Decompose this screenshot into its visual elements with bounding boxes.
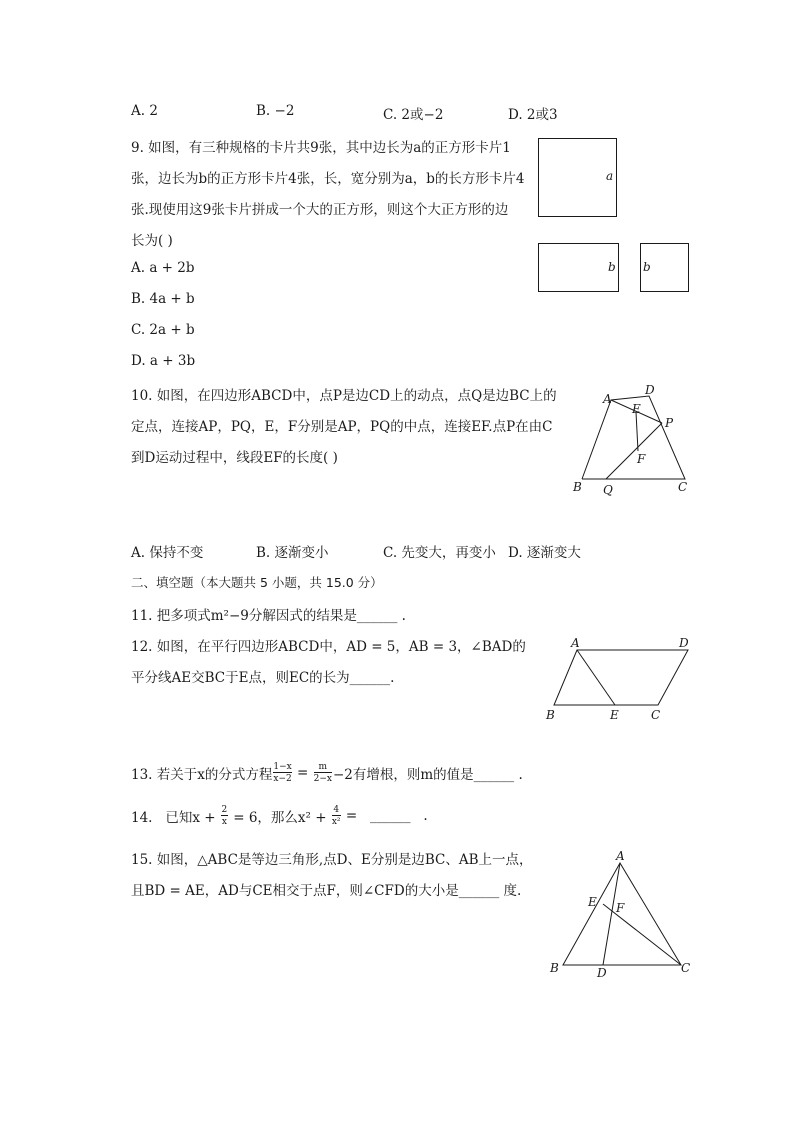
q15-label-c: C bbox=[681, 961, 691, 975]
q14-frac2-numerator: 4 bbox=[333, 805, 340, 815]
q9-option-a: A. a + 2b bbox=[131, 260, 195, 276]
q15-line-1: 15. 如图，△ABC是等边三角形,点D、E分别是边BC、AB上一点， bbox=[131, 852, 533, 868]
q9-rectangle bbox=[539, 244, 619, 292]
q10-label-c: C bbox=[678, 480, 688, 494]
q10-option-c: C. 先变大，再变小 bbox=[383, 545, 496, 561]
q10-label-e: E bbox=[632, 402, 641, 416]
q12-figure bbox=[538, 630, 698, 728]
q15-label-a: A bbox=[616, 849, 625, 863]
q10-segment-ef bbox=[636, 412, 638, 451]
q14-question bbox=[131, 805, 428, 827]
q14-frac1-numerator: 2 bbox=[221, 805, 228, 815]
q13-question bbox=[131, 762, 523, 784]
q12-label-c: C bbox=[651, 708, 661, 722]
q15-segment-ce bbox=[603, 904, 681, 965]
q11-question: 11. 把多项式m²−9分解因式的结果是______ . bbox=[131, 608, 406, 624]
q14-frac2-denominator: x² bbox=[331, 817, 341, 827]
q9-figure bbox=[530, 130, 700, 300]
q10-label-a: A bbox=[603, 392, 612, 406]
q10-label-q: Q bbox=[603, 483, 613, 497]
q12-label-d: D bbox=[679, 636, 689, 650]
q12-segment-ae bbox=[577, 650, 615, 705]
q10-option-d: D. 逐渐变大 bbox=[508, 545, 581, 561]
q13-prefix: 13. 若关于x的分式方程 bbox=[131, 767, 273, 783]
q13-frac1-denominator: x−2 bbox=[273, 774, 292, 784]
q15-label-b: B bbox=[550, 961, 559, 975]
q9-line-3: 张.现使用这9张卡片拼成一个大的正方形，则这个大正方形的边 bbox=[131, 202, 509, 218]
q9-option-d: D. a + 3b bbox=[131, 353, 196, 369]
q15-label-e: E bbox=[588, 895, 597, 909]
q10-label-p: P bbox=[665, 416, 674, 430]
q15-figure bbox=[540, 843, 700, 983]
q12-label-b: B bbox=[546, 708, 555, 722]
q10-line-2: 定点，连接AP，PQ，E，F分别是AP，PQ的中点，连接EF.点P在由C bbox=[131, 419, 553, 435]
q10-option-a: A. 保持不变 bbox=[131, 545, 204, 561]
q12-parallelogram bbox=[554, 650, 688, 705]
q10-segment-pq bbox=[606, 423, 662, 479]
q10-line-3: 到D运动过程中，线段EF的长度( ) bbox=[131, 450, 338, 466]
q8-option-c: C. 2或−2 bbox=[383, 107, 444, 123]
q12-line-1: 12. 如图，在平行四边形ABCD中，AD = 5，AB = 3，∠BAD的 bbox=[131, 639, 526, 655]
q14-mid: = 6，那么x² + bbox=[228, 810, 331, 826]
q14-prefix: 14. 已知x + bbox=[131, 810, 220, 826]
q12-label-e: E bbox=[610, 708, 619, 722]
q14-frac1-denominator: x bbox=[221, 817, 227, 827]
q9-option-b: B. 4a + b bbox=[131, 291, 195, 307]
q13-frac2-denominator: 2−x bbox=[313, 774, 332, 784]
q12-label-a: A bbox=[571, 636, 580, 650]
q13-frac1-numerator: 1−x bbox=[273, 762, 292, 772]
q9-label-rectangle: b bbox=[608, 260, 616, 274]
q9-line-2: 张，边长为b的正方形卡片4张，长，宽分别为a，b的长方形卡片4 bbox=[131, 171, 525, 187]
q9-label-small-square: b bbox=[643, 260, 651, 274]
q10-label-b: B bbox=[573, 480, 582, 494]
q9-line-4: 长为( ) bbox=[131, 233, 173, 249]
q13-fraction-2 bbox=[314, 762, 332, 784]
q9-label-big-square: a bbox=[606, 169, 614, 183]
q10-line-1: 10. 如图，在四边形ABCD中，点P是边CD上的动点，点Q是边BC上的 bbox=[131, 388, 557, 404]
q13-fraction-1 bbox=[273, 762, 291, 784]
q9-option-c: C. 2a + b bbox=[131, 322, 195, 338]
q8-option-a: A. 2 bbox=[131, 103, 158, 119]
q10-label-d: D bbox=[645, 383, 655, 397]
q13-frac2-numerator: m bbox=[318, 762, 328, 772]
q8-option-b: B. −2 bbox=[256, 103, 295, 119]
q10-label-f: F bbox=[637, 452, 646, 466]
q12-line-2: 平分线AE交BC于E点，则EC的长为______. bbox=[131, 670, 395, 686]
q15-label-f: F bbox=[616, 901, 625, 915]
q14-fraction-1 bbox=[221, 805, 228, 827]
q8-option-d: D. 2或3 bbox=[508, 107, 558, 123]
q15-label-d: D bbox=[597, 966, 607, 980]
q15-line-2: 且BD = AE，AD与CE相交于点F，则∠CFD的大小是______ 度. bbox=[131, 883, 522, 899]
q14-fraction-2 bbox=[332, 805, 341, 827]
q13-equals: = bbox=[292, 765, 313, 781]
q14-suffix: = ______ . bbox=[341, 808, 428, 824]
section-title-fill-in: 二、填空题（本大题共 5 小题，共 15.0 分） bbox=[131, 575, 383, 590]
q13-suffix: −2有增根，则m的值是______ . bbox=[332, 767, 523, 783]
q10-figure bbox=[565, 378, 700, 503]
q9-line-1: 9. 如图，有三种规格的卡片共9张，其中边长为a的正方形卡片1 bbox=[131, 140, 511, 156]
q10-option-b: B. 逐渐变小 bbox=[256, 545, 329, 561]
q9-big-square bbox=[539, 139, 617, 217]
